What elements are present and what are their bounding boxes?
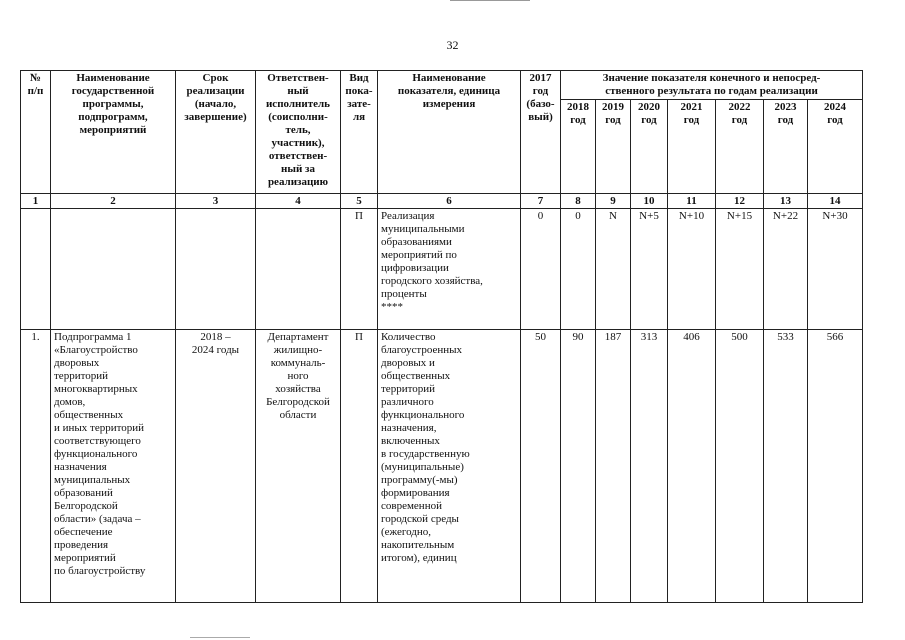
column-number: 11 bbox=[668, 194, 716, 209]
header-year: 2022 год bbox=[716, 100, 764, 194]
row-num bbox=[21, 209, 51, 330]
header-year: 2019 год bbox=[596, 100, 631, 194]
column-number: 7 bbox=[521, 194, 561, 209]
row-indicator-type: П bbox=[341, 330, 378, 603]
header-year: 2023 год bbox=[764, 100, 808, 194]
column-number: 12 bbox=[716, 194, 764, 209]
row-year-value: N+10 bbox=[668, 209, 716, 330]
scan-edge-line bbox=[450, 0, 530, 1]
header-indicator-type: Вид пока- зате- ля bbox=[341, 71, 378, 194]
column-number: 1 bbox=[21, 194, 51, 209]
row-responsible: Департамент жилищно- коммуналь- ного хозяйства Белгородской области bbox=[256, 330, 341, 603]
header-base-year: 2017 год (базо- вый) bbox=[521, 71, 561, 194]
row-responsible bbox=[256, 209, 341, 330]
row-year-value: N+30 bbox=[808, 209, 863, 330]
row-indicator-type: П bbox=[341, 209, 378, 330]
row-year-value: 187 bbox=[596, 330, 631, 603]
row-period bbox=[176, 209, 256, 330]
column-number: 14 bbox=[808, 194, 863, 209]
row-year-value: 90 bbox=[561, 330, 596, 603]
row-period: 2018 – 2024 годы bbox=[176, 330, 256, 603]
row-year-value: N bbox=[596, 209, 631, 330]
row-year-value: 566 bbox=[808, 330, 863, 603]
column-number: 8 bbox=[561, 194, 596, 209]
header-year: 2018 год bbox=[561, 100, 596, 194]
header-values-group: Значение показателя конечного и непосред- ственного результата по годам реализации bbox=[561, 71, 863, 100]
row-year-value: 406 bbox=[668, 330, 716, 603]
header-year: 2021 год bbox=[668, 100, 716, 194]
column-number: 13 bbox=[764, 194, 808, 209]
row-year-value: N+15 bbox=[716, 209, 764, 330]
scan-edge-line bbox=[190, 637, 250, 638]
header-row bbox=[21, 71, 863, 100]
indicator-table bbox=[20, 70, 863, 603]
header-year: 2020 год bbox=[631, 100, 668, 194]
row-program-name: Подпрограмма 1 «Благоустройство дворовых территорий многоквартирных домов, общественных и иных территорий соответствующего функционального назначения муниципальных образований Белгородской области» (задача – обеспечение проведения мероприятий по благоустройству bbox=[51, 330, 176, 603]
row-program-name bbox=[51, 209, 176, 330]
column-number: 6 bbox=[378, 194, 521, 209]
header-indicator-name: Наименование показателя, единица измерения bbox=[378, 71, 521, 194]
column-number: 5 bbox=[341, 194, 378, 209]
header-program-name: Наименование государственной программы, подпрограмм, мероприятий bbox=[51, 71, 176, 194]
row-base-value: 0 bbox=[521, 209, 561, 330]
header-num: № п/п bbox=[21, 71, 51, 194]
table-row bbox=[21, 209, 863, 330]
row-indicator-name: Количество благоустроенных дворовых и общественных территорий различного функционального назначения, включенных в государственную (муниципальные) программу(-мы) формирования современной городской среды (ежегодно, накопительным итогом), единиц bbox=[378, 330, 521, 603]
header-period: Срок реализации (начало, завершение) bbox=[176, 71, 256, 194]
column-number: 9 bbox=[596, 194, 631, 209]
column-number: 3 bbox=[176, 194, 256, 209]
column-number: 2 bbox=[51, 194, 176, 209]
row-year-value: 500 bbox=[716, 330, 764, 603]
row-indicator-name: Реализация муниципальными образованиями мероприятий по цифровизации городского хозяйства, проценты **** bbox=[378, 209, 521, 330]
row-year-value: N+5 bbox=[631, 209, 668, 330]
row-num: 1. bbox=[21, 330, 51, 603]
row-year-value: N+22 bbox=[764, 209, 808, 330]
row-year-value: 0 bbox=[561, 209, 596, 330]
column-number-row bbox=[21, 194, 863, 209]
row-base-value: 50 bbox=[521, 330, 561, 603]
header-responsible: Ответствен- ный исполнитель (соисполни- тель, участник), ответствен- ный за реализацию bbox=[256, 71, 341, 194]
row-year-value: 533 bbox=[764, 330, 808, 603]
table-row bbox=[21, 330, 863, 603]
row-year-value: 313 bbox=[631, 330, 668, 603]
page-number: 32 bbox=[446, 38, 459, 52]
column-number: 10 bbox=[631, 194, 668, 209]
header-year: 2024 год bbox=[808, 100, 863, 194]
column-number: 4 bbox=[256, 194, 341, 209]
